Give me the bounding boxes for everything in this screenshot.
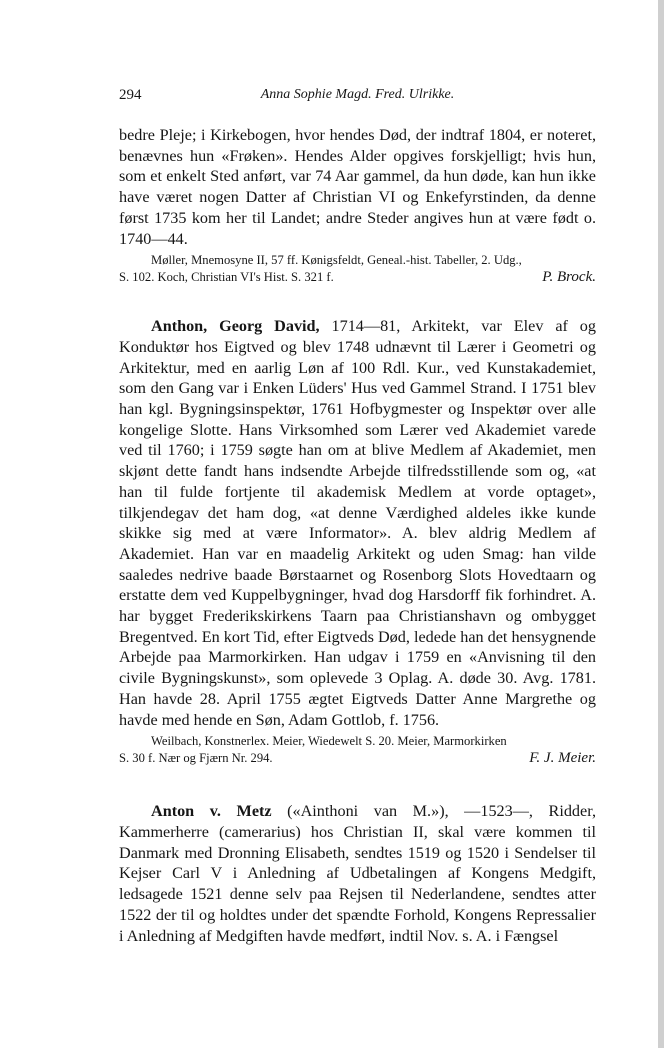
entry-references — [119, 252, 596, 286]
page-number: 294 — [119, 87, 142, 103]
entry-text: 1714—81, Arkitekt, var Elev af og Konduktør hos Eigtved og blev 1748 udnævnt til Lærer i Geometri og Arkitektur, med en aarlig Løn af 100 Rdl. Kur., ved Kunstakademiet, som den Gang var i Enken Lüders' Hus ved Gammel Strand. I 1751 blev han kgl. Bygningsinspektør, 1761 Hofbygmester og Inspektør over alle kongelige Slotte. Hans Virksomhed som Lærer ved Akademiet varede ved til 1760; i 1759 søgte han om at blive Medlem af Akademiet, men skjønt dette fandt hans indsendte Arbejde tilfredsstillende som og, «at han til fulde fortjente til akademisk Medlem at vorde optaget», tilkjendegav det ham dog, «at denne Værdighed aldeles ikke kunde skikke sig med at være Informator». A. blev aldrig Medlem af Akademiet. Han var en maadelig Arkitekt og uden Smag: han vilde saaledes nedrive baade Børstaarnet og Rosenborg Slots Hovedtaarn og erstatte dem ved Kuppelbygninger, hvad dog Harsdorff fik forhindret. A. har bygget Frederikskirkens Taarn paa Christianshavn og ombygget Bregentved. En kort Tid, efter Eigtveds Død, ledede han det hensygnende Arbejde paa Marmorkirken. Han udgav i 1759 en «Anvisning til den civile Bygningskunst», som oplevede 3 Oplag. A. døde 30. Avg. 1781. Han havde 28. April 1755 ægtet Eigtveds Datter Anne Margrethe og havde med hende en Søn, Adam Gottlob, f. 1756. — [119, 317, 596, 729]
reference-line: Weilbach, Konstnerlex. Meier, Wiedewelt S. 20. Meier, Marmorkirken — [151, 734, 507, 749]
entry-body — [119, 801, 596, 946]
page-edge — [658, 0, 664, 1048]
page-header — [119, 87, 596, 107]
entry-references — [119, 733, 596, 767]
reference-line: S. 30 f. Nær og Fjærn Nr. 294. — [119, 751, 273, 766]
entry-headword: Anthon, Georg David, — [151, 317, 320, 336]
reference-line: S. 102. Koch, Christian VI's Hist. S. 321 f. — [119, 270, 334, 285]
entry-body — [119, 316, 596, 730]
entry-anna-sophie-continuation — [119, 125, 596, 286]
entry-headword: Anton v. Metz — [151, 802, 272, 821]
entry-text: («Ainthoni van M.»), —1523—, Ridder, Kammerherre (camerarius) hos Christian II, skal være kommen til Danmark med Dronning Elisabeth, sendtes 1519 og 1520 i Sendelser til Kejser Carl V i Anledning af Udbetalingen af Kongens Medgift, ledsagede 1521 denne selv paa Rejsen til Nederlandene, sendtes atter 1522 der til og holdtes under det spændte Forhold, Kongens Repressalier i Anledning af Medgiften havde medført, indtil Nov. s. A. i Fængsel — [119, 802, 596, 945]
reference-line: Møller, Mnemosyne II, 57 ff. Kønigsfeldt, Geneal.-hist. Tabeller, 2. Udg., — [151, 253, 522, 268]
entry-anton-v-metz — [119, 801, 596, 946]
entry-anthon-georg-david — [119, 316, 596, 767]
entry-author: P. Brock. — [542, 269, 596, 286]
entry-author: F. J. Meier. — [529, 750, 596, 767]
page-content — [119, 125, 596, 946]
entry-body: bedre Pleje; i Kirkebogen, hvor hendes Død, der indtraf 1804, er noteret, benævnes hun «Frøken». Hendes Alder opgives forskjelligt; hvis hun, som et enkelt Sted anført, var 74 Aar gammel, da hun døde, kan hun ikke have været nogen Datter af Christian VI og Enkefyrstinden, da denne først 1735 kom her til Landet; andre Steder angives hun at være født o. 1740—44. — [119, 126, 596, 248]
running-head: Anna Sophie Magd. Fred. Ulrikke. — [260, 87, 455, 102]
